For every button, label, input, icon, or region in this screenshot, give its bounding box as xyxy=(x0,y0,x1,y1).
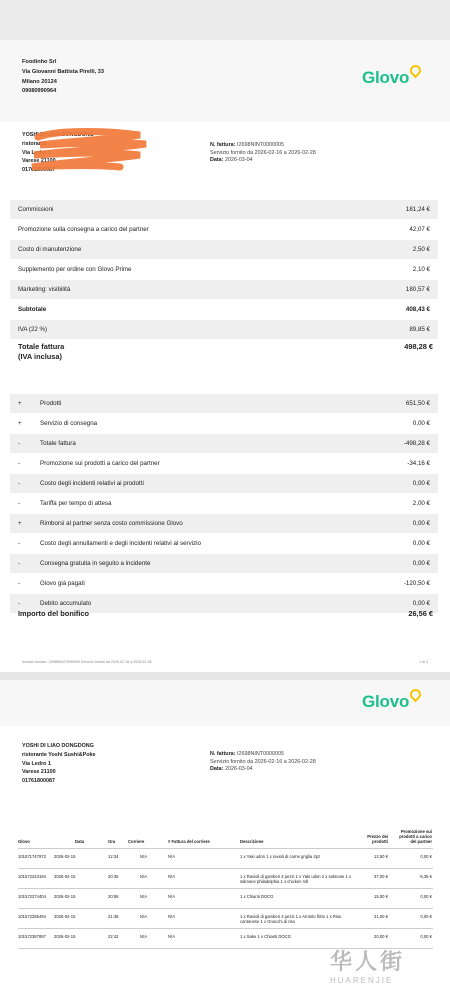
summary-row xyxy=(10,300,438,320)
summary-amount: 42,07 € xyxy=(409,226,430,233)
invoice-date: 2026-03-04 xyxy=(224,766,253,773)
recipient-address xyxy=(22,742,96,786)
invoice-number-label: N. fattura: xyxy=(210,751,236,757)
recipient-line: YOSHI DI LIAO DONGDONG xyxy=(22,743,94,749)
order-prezzo: 20,00 € xyxy=(374,934,388,939)
summary-label: Supplemento per ordine con Glovo Prime xyxy=(18,266,132,273)
logo-text: Glovo xyxy=(362,692,410,711)
recipient-line: YOSHI DI LIAO DONGDONG xyxy=(22,132,94,138)
total-amount: 498,28 € xyxy=(404,342,433,351)
page-number: 1 di 4 xyxy=(419,660,428,664)
orders-table-header xyxy=(18,808,433,849)
order-corriere: N/A xyxy=(140,934,147,939)
payout-amount: -498,28 € xyxy=(403,440,430,447)
summary-row xyxy=(10,200,438,220)
payout-details-table xyxy=(10,394,438,614)
order-prezzo: 21,00 € xyxy=(374,914,388,919)
order-glovo: 101572243194 xyxy=(18,874,46,879)
order-desc: 1 x Chianti DOCG xyxy=(240,894,274,899)
watermark-en: HUARENJIE xyxy=(330,976,394,985)
order-promo: 0,00 € xyxy=(420,914,432,919)
payout-label: Costo degli incidenti relativi ai prodotti xyxy=(40,480,144,487)
order-desc: 1 x Yaki udon 1 x ravioli di carne griglia 4pz xyxy=(240,854,321,859)
row-sign: - xyxy=(18,560,21,567)
col-fattura: # Fattura del corriere xyxy=(168,839,210,844)
summary-label: Costo di manutenzione xyxy=(18,246,82,253)
order-corriere: N/A xyxy=(140,854,147,859)
row-sign: - xyxy=(18,440,21,447)
row-sign: - xyxy=(18,540,21,547)
summary-label: Promozione sulla consegna a carico del partner xyxy=(18,226,149,233)
payout-row xyxy=(10,554,438,574)
top-margin xyxy=(0,0,450,40)
orders-table xyxy=(18,808,433,949)
summary-label: Commissioni xyxy=(18,206,54,213)
col-glovo: Glovo xyxy=(18,839,30,844)
order-data: 2026-02-15 xyxy=(54,894,76,899)
summary-amount: 408,43 € xyxy=(405,306,430,313)
invoice-meta xyxy=(210,751,316,774)
order-prezzo: 12,50 € xyxy=(374,854,388,859)
row-sign: + xyxy=(18,400,22,407)
payout-label: Costo degli annullamenti e degli incidenti relativi al servizio xyxy=(40,540,201,547)
company-city: Milano 20124 xyxy=(22,78,57,85)
payout-amount: 0,00 € xyxy=(412,420,430,427)
row-sign: - xyxy=(18,600,21,607)
summary-row xyxy=(10,260,438,280)
invoice-meta xyxy=(210,142,316,165)
payout-amount: 0,00 € xyxy=(412,600,430,607)
order-data: 2026-02-15 xyxy=(54,854,76,859)
payout-label: Prodotti xyxy=(40,400,62,407)
orders-rows xyxy=(18,849,433,949)
order-data: 2026-02-15 xyxy=(54,874,76,879)
payout-label: Rimborsi al partner senza costo commissione Glovo xyxy=(40,520,183,527)
payout-row xyxy=(10,574,438,594)
service-period: Servizio fornito da 2026-02-16 a 2026-02-28 xyxy=(210,758,316,765)
watermark xyxy=(330,945,405,985)
order-glovo: 101572274404 xyxy=(18,894,46,899)
order-fattura: N/A xyxy=(168,894,175,899)
order-corriere: N/A xyxy=(140,894,147,899)
order-data: 2026-02-15 xyxy=(54,914,76,919)
order-ora: 21:36 xyxy=(108,914,119,919)
row-sign: + xyxy=(18,420,22,427)
order-corriere: N/A xyxy=(140,914,147,919)
row-sign: - xyxy=(18,480,21,487)
order-row xyxy=(18,849,433,869)
invoice-number-label: N. fattura: xyxy=(210,142,236,148)
total-sublabel: (IVA inclusa) xyxy=(18,352,62,361)
logo-text: Glovo xyxy=(362,68,410,87)
order-row xyxy=(18,869,433,889)
summary-amount: 89,85 € xyxy=(409,326,430,333)
order-prezzo: 37,00 € xyxy=(374,874,388,879)
transfer-value: 26,56 € xyxy=(408,609,433,618)
payout-row xyxy=(10,534,438,554)
order-ora: 20:58 xyxy=(108,894,119,899)
payout-label: Debito accumulato xyxy=(40,600,92,607)
company-street: Via Giovanni Battista Pirelli, 33 xyxy=(22,68,104,75)
summary-row xyxy=(10,280,438,300)
payout-amount: 651,50 € xyxy=(405,400,430,407)
order-promo: 0,00 € xyxy=(420,894,432,899)
order-promo: 0,00 € xyxy=(420,854,432,859)
col-promo: Promozione sui prodotti a carico del partner xyxy=(399,829,432,844)
order-desc: 1 x Ravioli di gamberi 4 pezzi 1 x Yaki udon 2 x salmone 1 x salmone philadelphia 1 x chicken roll xyxy=(240,874,352,884)
watermark-cn: 华人街 xyxy=(330,949,406,974)
order-glovo: 101571747972 xyxy=(18,854,46,859)
recipient-line: Via Ledro 1 xyxy=(22,760,51,767)
page-footer: Invoice number: I2698NINT0000005 Servizio fornito da 2026-02-16 a 2026-02-28 xyxy=(22,660,152,664)
summary-amount: 181,24 € xyxy=(405,206,430,213)
payout-amount: 2,00 € xyxy=(412,500,430,507)
col-ora: Ora xyxy=(108,839,116,844)
payout-label: Consegna gratuita in seguito a incidente xyxy=(40,560,151,567)
order-desc: 1 x Ravioli di gamberi 4 pezzi 1 x Arrosto fritto 1 x Riso cantonese 1 x Gnocchi di riso xyxy=(240,914,342,924)
payout-amount: 0,00 € xyxy=(412,540,430,547)
order-ora: 20:35 xyxy=(108,874,119,879)
order-promo: -5,35 € xyxy=(418,874,432,879)
payout-label: Totale fattura xyxy=(40,440,76,447)
payout-label: Promozione sui prodotti a carico del partner xyxy=(40,460,160,467)
payout-amount: 0,00 € xyxy=(412,560,430,567)
recipient-line: 01761800087 xyxy=(22,778,55,785)
payout-amount: -120,50 € xyxy=(403,580,430,587)
order-fattura: N/A xyxy=(168,854,175,859)
summary-label: IVA (22 %) xyxy=(18,326,48,333)
order-glovo: 101572285494 xyxy=(18,914,46,919)
invoice-date-label: Data: xyxy=(210,766,224,773)
company-address xyxy=(22,58,104,97)
glovo-logo xyxy=(362,68,409,88)
summary-row xyxy=(10,220,438,240)
order-corriere: N/A xyxy=(140,874,147,879)
col-data: Data xyxy=(75,839,85,844)
order-row xyxy=(18,889,433,909)
recipient-line: 01761800087 xyxy=(22,167,55,174)
payout-label: Glovo già pagati xyxy=(40,580,85,587)
redaction-scribble xyxy=(20,127,150,175)
invoice-date-label: Data: xyxy=(210,157,224,164)
transfer-amount xyxy=(18,609,433,618)
page-break xyxy=(0,672,450,680)
order-glovo: 101572367897 xyxy=(18,934,46,939)
total-label: Totale fattura xyxy=(18,342,65,351)
invoice-date: 2026-03-04 xyxy=(224,157,253,164)
order-fattura: N/A xyxy=(168,874,175,879)
order-data: 2026-02-15 xyxy=(54,934,76,939)
col-prezzo: Prezzo dei prodotti xyxy=(367,834,388,844)
order-prezzo: 15,00 € xyxy=(374,894,388,899)
row-sign: + xyxy=(18,520,22,527)
payout-row xyxy=(10,434,438,454)
order-desc: 1 x Sake 1 x Chianti DOCG xyxy=(240,934,291,939)
row-sign: - xyxy=(18,580,21,587)
summary-row xyxy=(10,320,438,340)
transfer-label: Importo del bonifico xyxy=(18,609,90,618)
payout-label: Servizio di consegna xyxy=(40,420,98,427)
summary-label: Marketing: visibilità xyxy=(18,286,71,293)
order-fattura: N/A xyxy=(168,914,175,919)
payout-amount: -34,16 € xyxy=(407,460,430,467)
summary-table xyxy=(10,200,438,340)
company-name: Foodinho Srl xyxy=(22,59,57,65)
payout-row xyxy=(10,454,438,474)
order-ora: 22:42 xyxy=(108,934,119,939)
col-desc: Descrizione xyxy=(240,839,264,844)
summary-amount: 2,50 € xyxy=(412,246,430,253)
payout-amount: 0,00 € xyxy=(412,520,430,527)
recipient-line: Varese 21100 xyxy=(22,769,56,776)
glovo-logo xyxy=(362,692,409,712)
invoice-number: I2698NINT0000005 xyxy=(236,142,285,148)
payout-amount: 0,00 € xyxy=(412,480,430,487)
payout-row xyxy=(10,414,438,434)
service-period: Servizio fornito da 2026-02-16 a 2026-02-28 xyxy=(210,149,316,156)
summary-amount: 2,10 € xyxy=(412,266,430,273)
payout-row xyxy=(10,514,438,534)
summary-label: Subtotale xyxy=(18,306,47,313)
invoice-number: I2698NINT0000005 xyxy=(236,751,285,757)
recipient-line: Varese 21100 xyxy=(22,158,56,165)
col-corriere: Corriere xyxy=(128,839,145,844)
summary-row xyxy=(10,240,438,260)
order-fattura: N/A xyxy=(168,934,175,939)
payout-row xyxy=(10,474,438,494)
row-sign: - xyxy=(18,500,21,507)
invoice-total xyxy=(18,342,433,362)
payout-row xyxy=(10,494,438,514)
order-row xyxy=(18,909,433,929)
order-promo: 0,00 € xyxy=(420,934,432,939)
payout-label: Tariffa per tempo di attesa xyxy=(40,500,112,507)
row-sign: - xyxy=(18,460,21,467)
summary-amount: 180,57 € xyxy=(405,286,430,293)
recipient-line: Via Ledro 1 xyxy=(22,149,51,156)
order-ora: 12:34 xyxy=(108,854,119,859)
company-phone: 09080990964 xyxy=(22,88,57,95)
recipient-line: ristorante Yoshi Sushi&Poke xyxy=(22,751,96,758)
payout-row xyxy=(10,394,438,414)
recipient-line: ristorante xyxy=(22,140,47,147)
